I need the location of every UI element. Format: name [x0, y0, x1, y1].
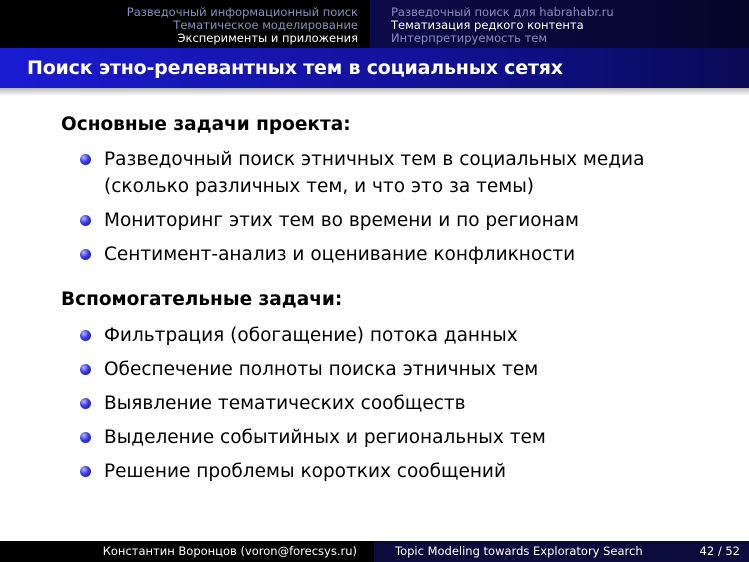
frame-title-bar	[0, 48, 749, 88]
bullet-icon	[80, 398, 91, 409]
list-item-text: Фильтрация (обогащение) потока данных	[104, 325, 518, 346]
section-heading-auxiliary-tasks: Вспомогательные задачи:	[61, 289, 343, 310]
section-nav	[0, 0, 370, 48]
list-item-text: Выделение событийных и региональных тем	[104, 427, 546, 448]
navigation-bar	[0, 0, 749, 48]
bullet-icon	[80, 432, 91, 443]
list-item-text: Выявление тематических сообществ	[104, 393, 466, 414]
bullet-icon	[80, 215, 91, 226]
frame-title: Поиск этно-релевантных тем в социальных сетях	[27, 57, 563, 79]
nav-section-exploratory-search[interactable]: Разведочный информационный поиск	[126, 5, 358, 19]
footer-talk-title: Topic Modeling towards Exploratory Search	[395, 544, 643, 558]
footer-right	[374, 541, 749, 562]
section-heading-main-tasks: Основные задачи проекта:	[61, 114, 351, 135]
bullet-icon	[80, 466, 91, 477]
list-item-text: Сентимент-анализ и оценивание конфликности	[104, 244, 576, 265]
page-number: 42 / 52	[699, 544, 740, 558]
list-item	[80, 424, 720, 451]
list-item	[80, 322, 720, 349]
list-item	[80, 146, 720, 200]
bullet-icon	[80, 249, 91, 260]
list-item	[80, 458, 720, 485]
bullet-icon	[80, 330, 91, 341]
list-item-text: Обеспечение полноты поиска этничных тем	[104, 359, 539, 380]
list-item-text: Мониторинг этих тем во времени и по регионам	[104, 210, 579, 231]
list-item	[80, 390, 720, 417]
nav-section-topic-modeling[interactable]: Тематическое моделирование	[173, 18, 358, 32]
footer-bar	[0, 541, 749, 562]
subsection-nav	[370, 0, 749, 48]
title-shadow	[0, 88, 749, 96]
list-item	[80, 356, 720, 383]
nav-subsection-interpretability[interactable]: Интерпретируемость тем	[391, 31, 548, 45]
list-item	[80, 207, 720, 234]
list-item-text: Разведочный поиск этничных тем в социальных медиа (сколько различных тем, и что это за темы)	[104, 149, 645, 197]
bullet-icon	[80, 364, 91, 375]
nav-subsection-habrahabr[interactable]: Разведочный поиск для habrahabr.ru	[391, 5, 614, 19]
list-item-text: Решение проблемы коротких сообщений	[104, 461, 506, 482]
bullet-icon	[80, 154, 91, 165]
nav-subsection-rare-content[interactable]: Тематизация редкого контента	[391, 18, 584, 32]
footer-author: Константин Воронцов (voron@forecsys.ru)	[0, 541, 374, 562]
list-item	[80, 241, 720, 268]
nav-section-experiments[interactable]: Эксперименты и приложения	[177, 31, 358, 45]
